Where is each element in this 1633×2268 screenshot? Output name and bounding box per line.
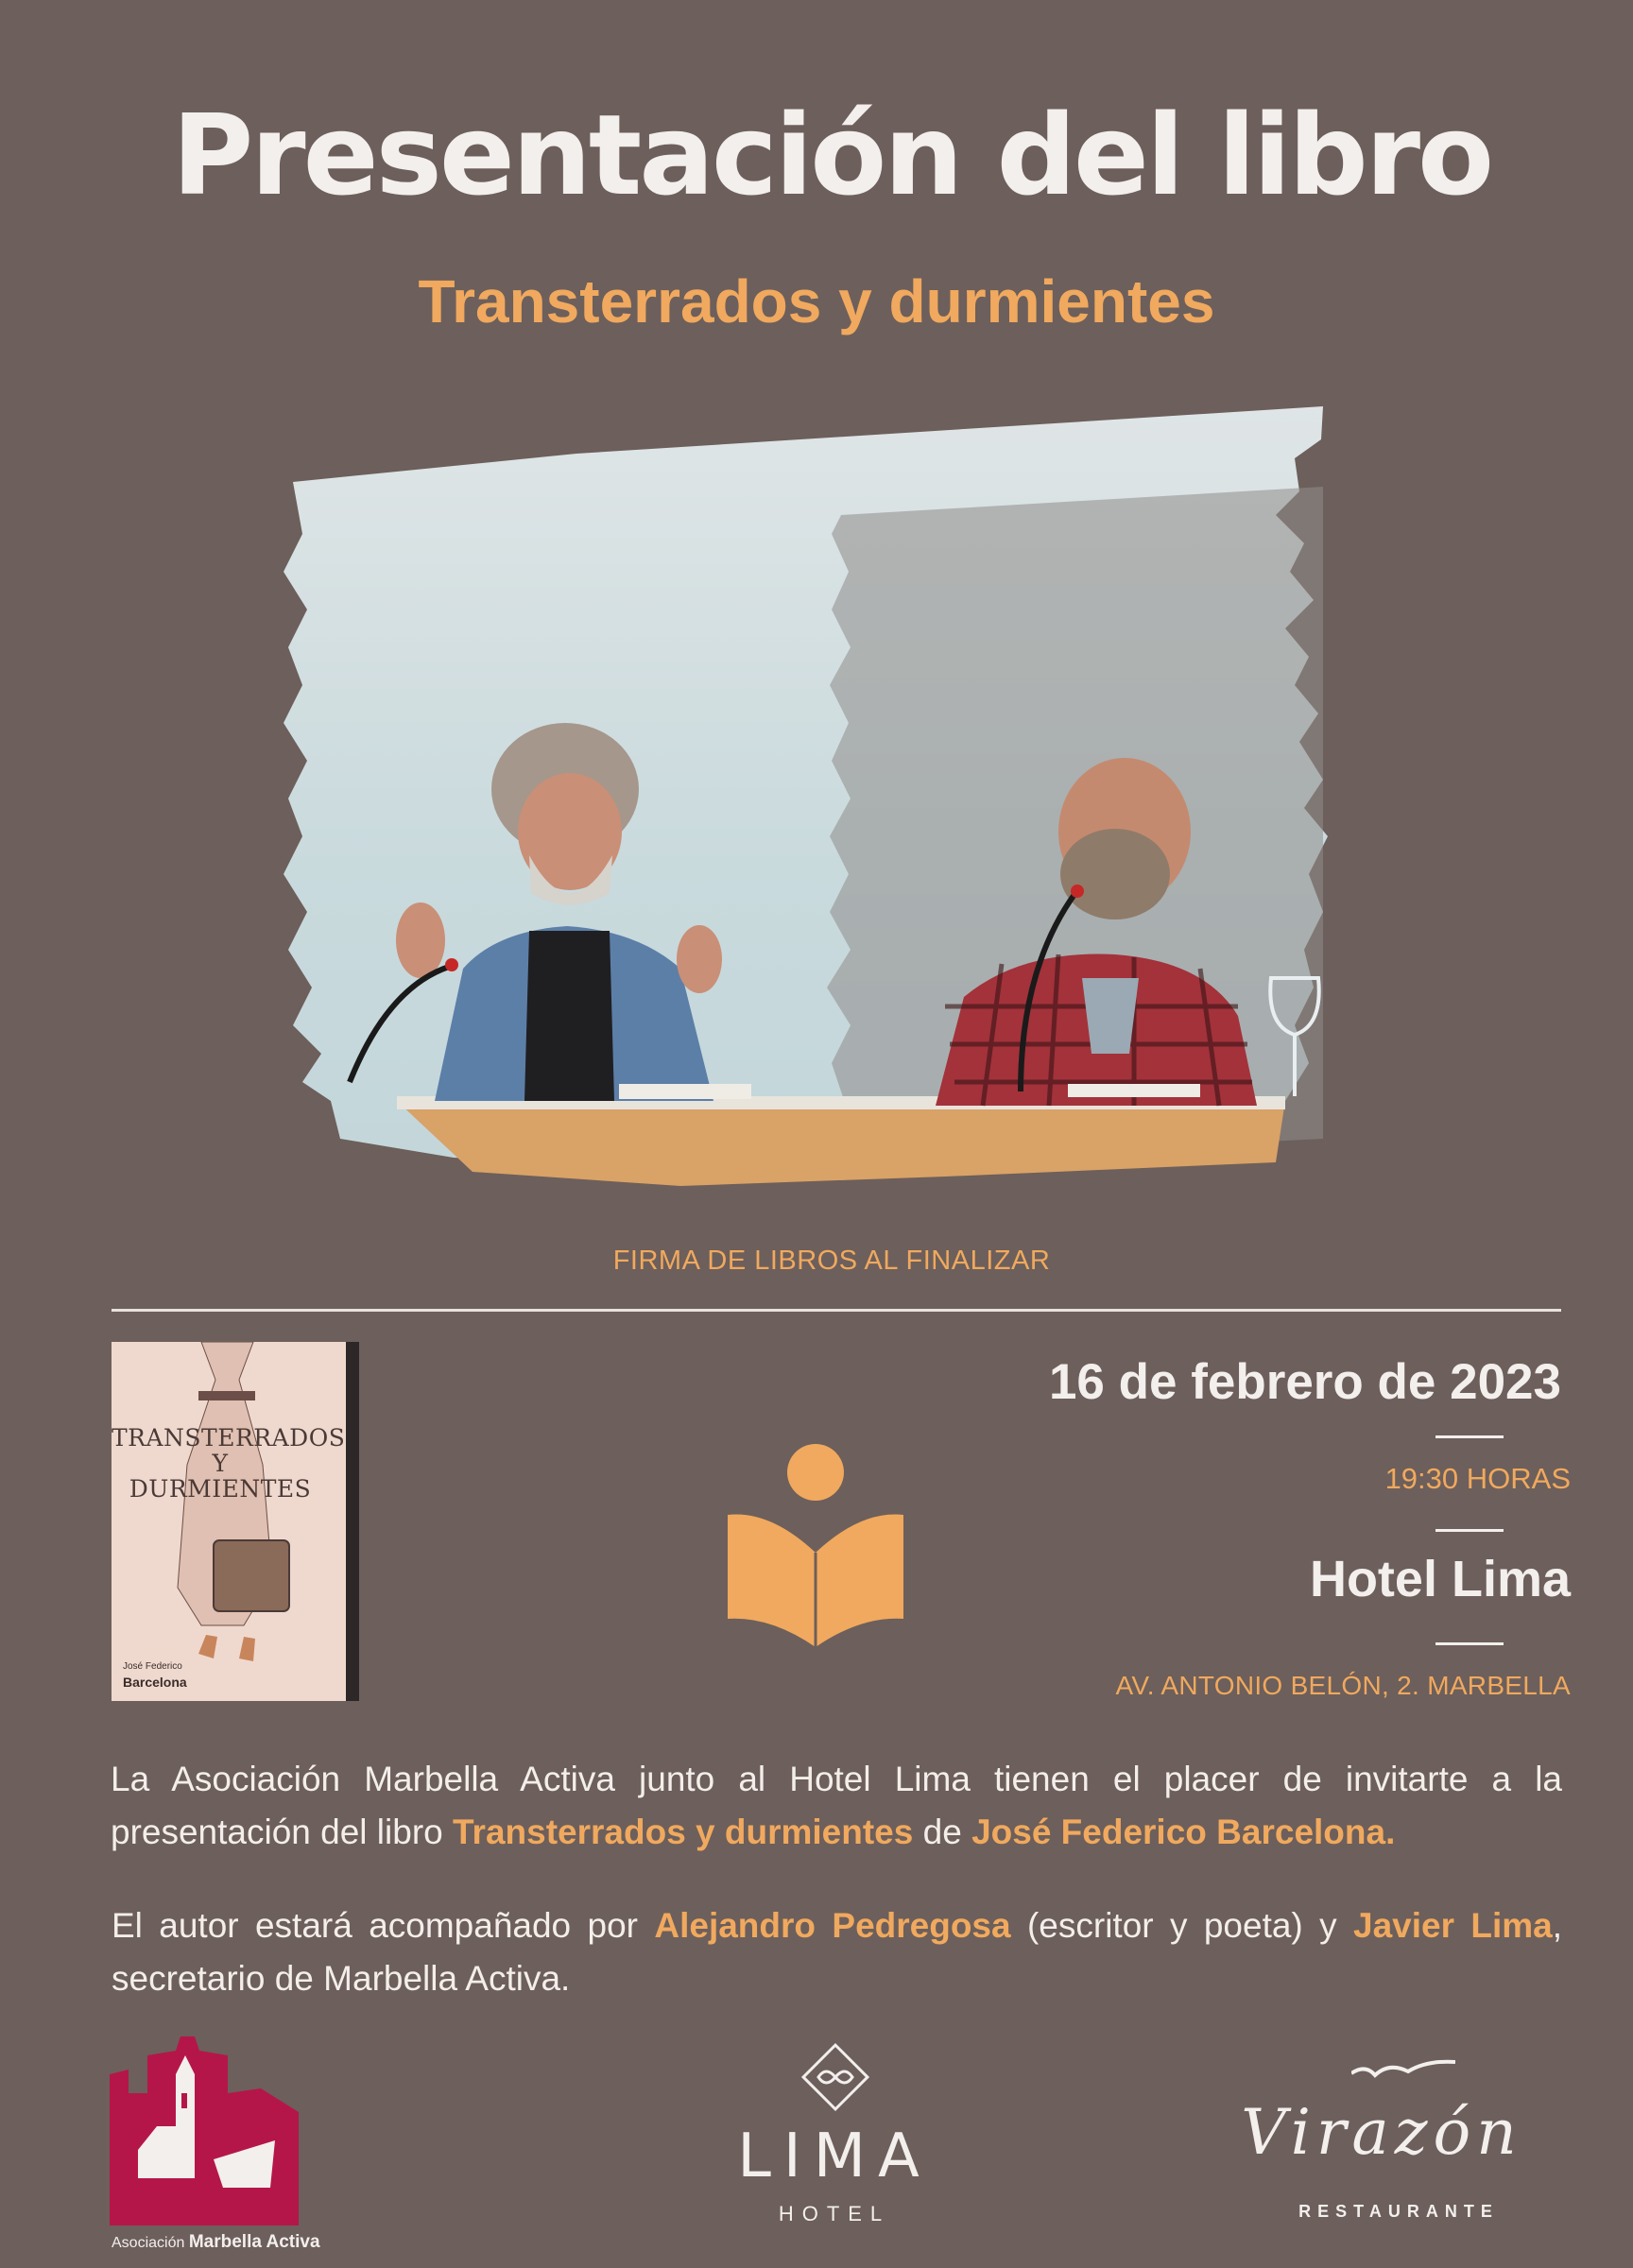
event-date: 16 de febrero de 2023 [1048, 1354, 1561, 1410]
companion-name-highlight: Alejandro Pedregosa [654, 1906, 1011, 1945]
speakers-photo [284, 402, 1399, 1224]
invitation-paragraph [111, 1753, 1562, 1859]
virazon-logo-text: Virazón [1241, 2096, 1522, 2169]
divider-dash [1435, 1642, 1504, 1645]
companions-paragraph [112, 1899, 1562, 2005]
lima-logo-subtext: HOTEL [778, 2202, 891, 2225]
reader-book-icon [723, 1444, 908, 1652]
cover-author-last: Barcelona [123, 1675, 187, 1690]
divider-dash [1435, 1435, 1504, 1438]
cover-title-line2: DURMIENTES [129, 1475, 312, 1503]
lima-hotel-emblem-icon [799, 2041, 871, 2113]
page-title: Presentación del libro [171, 90, 1492, 220]
divider-dash [1435, 1529, 1504, 1532]
author-name-highlight: José Federico Barcelona. [971, 1813, 1396, 1851]
book-signing-note: FIRMA DE LIBROS AL FINALIZAR [612, 1246, 1051, 1276]
divider [112, 1309, 1561, 1312]
para2-text: , secretario de Marbella Activa. [112, 1906, 1563, 1998]
cover-author-first: José Federico [123, 1661, 182, 1672]
para1-text: La Asociación Marbella Activa junto al Hotel Lima tienen el placer de invitarte a la presentación del libro [111, 1760, 1562, 1851]
lima-logo-text: LIMA [737, 2122, 932, 2191]
companion-name-highlight: Javier Lima [1353, 1906, 1553, 1945]
book-cover [112, 1342, 359, 1701]
cover-spine [346, 1342, 359, 1701]
ma-caption-small: Asociación [112, 2235, 185, 2251]
cover-title [112, 1424, 346, 1503]
para1-text: de [913, 1813, 972, 1851]
para2-text: El autor estará acompañado por [112, 1906, 655, 1945]
marbella-activa-logo [110, 2036, 299, 2225]
event-address: AV. ANTONIO BELÓN, 2. MARBELLA [1115, 1671, 1571, 1700]
bird-icon [1351, 2056, 1455, 2087]
para2-text: (escritor y poeta) y [1010, 1906, 1353, 1945]
cover-illustration [112, 1342, 359, 1701]
virazon-logo-subtext: RESTAURANTE [1298, 2202, 1499, 2221]
cover-title-line1: TRANSTERRADOS Y [112, 1424, 346, 1477]
book-subtitle: Transterrados y durmientes [418, 267, 1215, 335]
event-venue: Hotel Lima [1309, 1551, 1571, 1607]
event-time: 19:30 HORAS [1384, 1462, 1571, 1495]
marbella-activa-caption [112, 2232, 320, 2253]
ma-caption-bold: Marbella Activa [188, 2232, 320, 2252]
book-title-highlight: Transterrados y durmientes [453, 1813, 914, 1851]
